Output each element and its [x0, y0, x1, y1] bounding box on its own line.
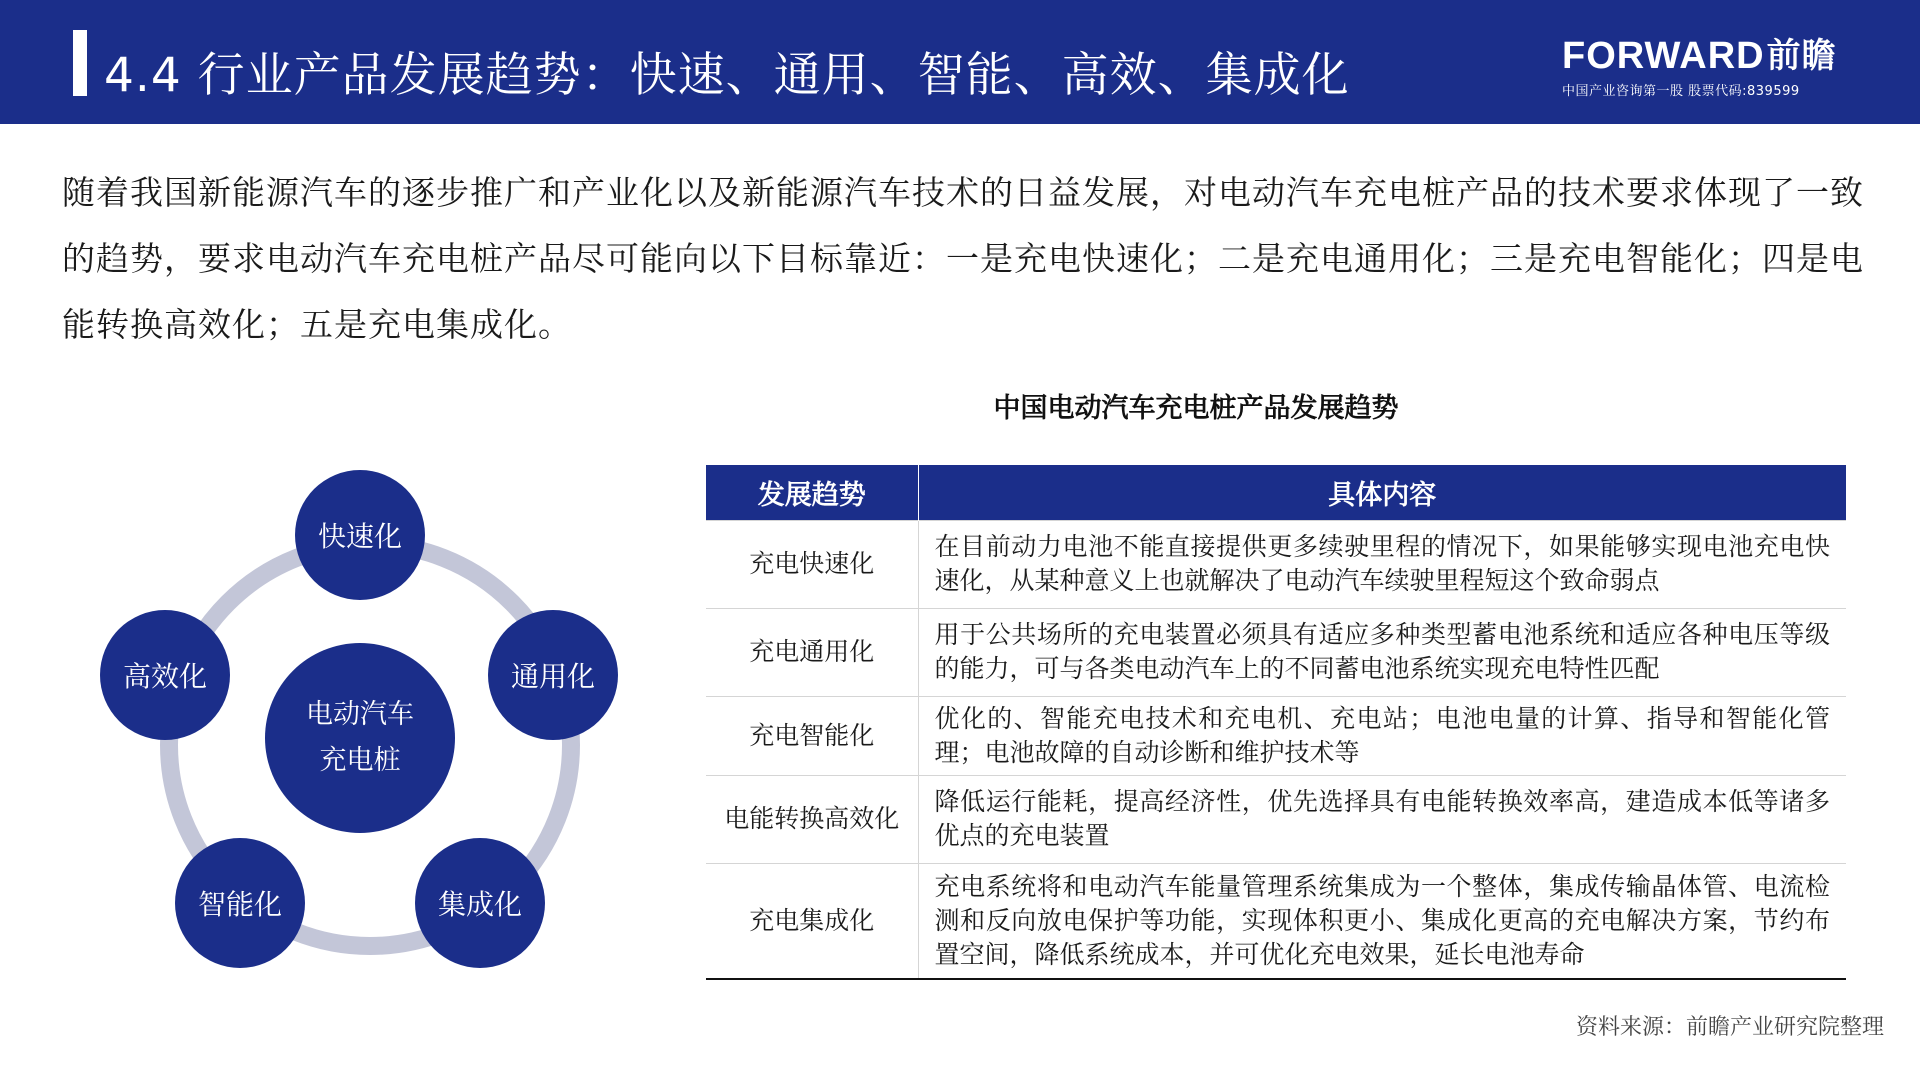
node-universal: 通用化 — [488, 610, 618, 740]
table-row — [706, 608, 1846, 696]
node-smart: 智能化 — [175, 838, 305, 968]
center-node-line2: 充电桩 — [319, 745, 401, 776]
source-note: 资料来源：前瞻产业研究院整理 — [1575, 1015, 1884, 1040]
row-detail: 优化的、智能充电技术和充电机、充电站；电池电量的计算、指导和智能化管理；电池故障的自动诊断和维护技术等 — [918, 696, 1846, 775]
table-row — [706, 520, 1846, 608]
trend-cycle-diagram — [90, 460, 650, 980]
node-fast: 快速化 — [295, 470, 425, 600]
header-banner — [0, 0, 1920, 124]
row-detail: 用于公共场所的充电装置必须具有适应多种类型蓄电池系统和适应各种电压等级的能力，可与各类电动汽车上的不同蓄电池系统实现充电特性匹配 — [918, 608, 1846, 696]
center-node — [265, 643, 455, 833]
row-trend: 充电智能化 — [706, 696, 918, 775]
row-detail: 充电系统将和电动汽车能量管理系统集成为一个整体，集成传输晶体管、电流检测和反向放电保护等功能，实现体积更小、集成化更高的充电解决方案，节约布置空间，降低系统成本，并可优化充电效果，延长电池寿命 — [918, 863, 1846, 979]
row-trend: 充电集成化 — [706, 863, 918, 979]
header-detail: 具体内容 — [918, 465, 1846, 520]
title-accent-bar — [73, 30, 87, 96]
row-trend: 充电快速化 — [706, 520, 918, 608]
row-trend: 充电通用化 — [706, 608, 918, 696]
node-integrated: 集成化 — [415, 838, 545, 968]
logo-text: FORWARD — [1562, 35, 1765, 77]
intro-paragraph: 随着我国新能源汽车的逐步推广和产业化以及新能源汽车技术的日益发展，对电动汽车充电桩产品的技术要求体现了一致的趋势，要求电动汽车充电桩产品尽可能向以下目标靠近：一是充电快速化；二是充电通用化；三是充电智能化；四是电能转换高效化；五是充电集成化。 — [62, 173, 1864, 344]
table-row — [706, 696, 1846, 775]
row-detail: 降低运行能耗，提高经济性，优先选择具有电能转换效率高，建造成本低等诸多优点的充电装置 — [918, 775, 1846, 863]
table-header-row — [706, 465, 1846, 520]
table-row — [706, 863, 1846, 979]
table-row — [706, 775, 1846, 863]
trend-table — [706, 465, 1846, 980]
row-detail: 在目前动力电池不能直接提供更多续驶里程的情况下，如果能够实现电池充电快速化，从某种意义上也就解决了电动汽车续驶里程短这个致命弱点 — [918, 520, 1846, 608]
logo-cn: 前瞻 — [1766, 36, 1837, 76]
logo-subtitle: 中国产业咨询第一股 股票代码:839599 — [1562, 84, 1800, 99]
table-title: 中国电动汽车充电桩产品发展趋势 — [993, 393, 1399, 424]
page-title: 4.4 行业产品发展趋势：快速、通用、智能、高效、集成化 — [104, 48, 1350, 103]
row-trend: 电能转换高效化 — [706, 775, 918, 863]
logo-wordmark — [1562, 36, 1882, 76]
header-trend: 发展趋势 — [706, 465, 918, 520]
node-efficient: 高效化 — [100, 610, 230, 740]
forward-logo — [1562, 36, 1882, 99]
center-node-line1: 电动汽车 — [306, 699, 414, 730]
